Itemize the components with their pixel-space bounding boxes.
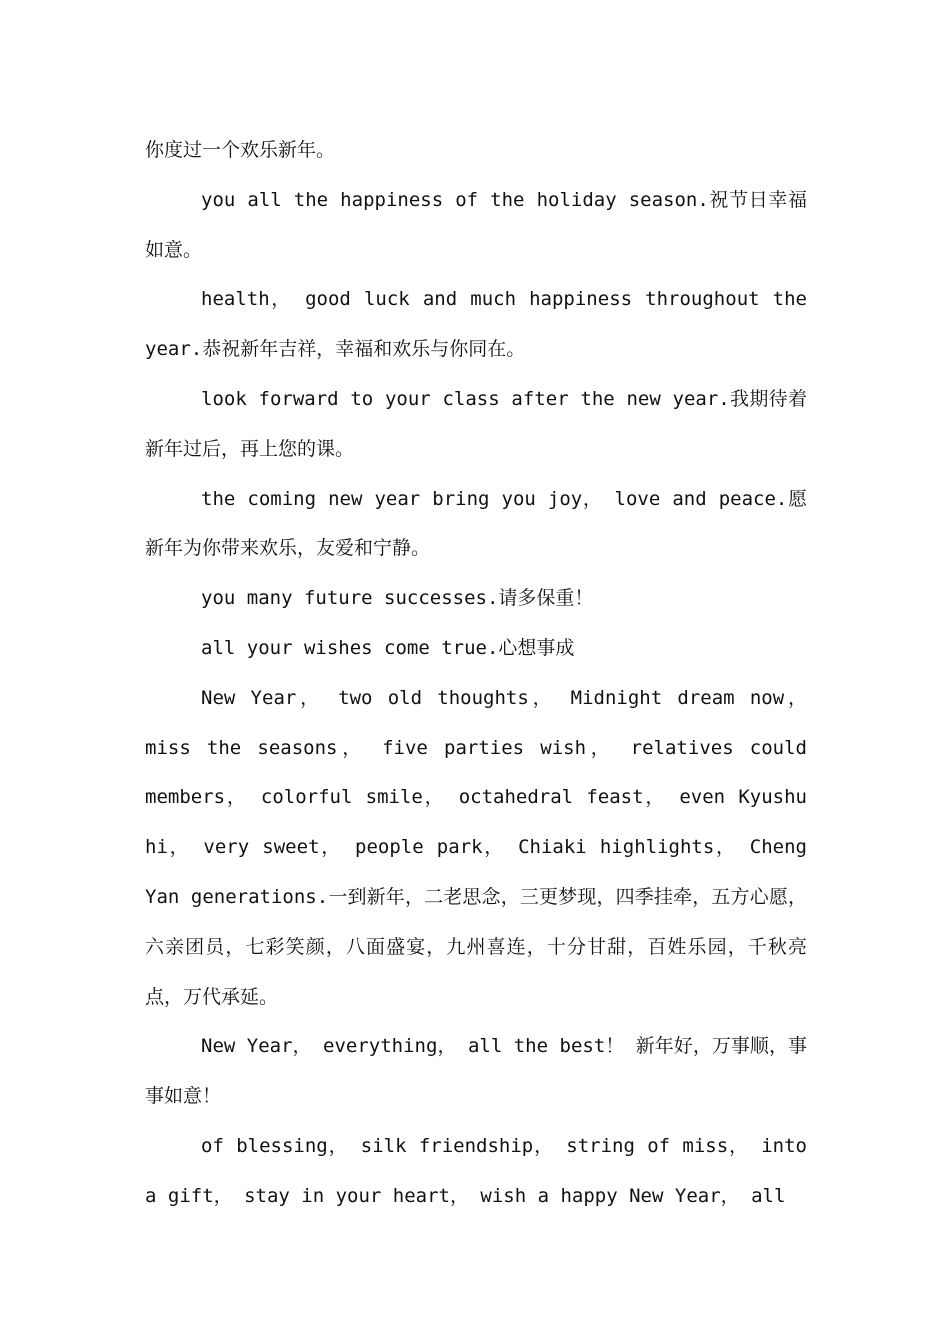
paragraph: of blessing， silk friendship， string of miss， into a gift， stay in your heart， wish a happy New Year， all xyxy=(145,1134,807,1207)
paragraph: all your wishes come true.心想事成 xyxy=(201,636,575,659)
paragraph: the coming new year bring you joy， love and peace.愿新年为你带来欢乐，友爱和宁静。 xyxy=(145,487,807,560)
document-body xyxy=(145,126,807,1222)
paragraph: 你度过一个欢乐新年。 xyxy=(145,139,336,161)
paragraph: health， good luck and much happiness throughout the year.恭祝新年吉祥，幸福和欢乐与你同在。 xyxy=(145,288,807,361)
paragraph: New Year， two old thoughts， Midnight dream now， miss the seasons， five parties wish， relatives could members， colorful smile， octahedral feast， even Kyushu hi， very sweet， people park， Chiaki highlights， Cheng Yan generations.一到新年，二老思念，三更梦现，四季挂牵，五方心愿，六亲团员，七彩笑颜，八面盛宴，九州喜连，十分甘甜，百姓乐园，千秋亮点，万代承延。 xyxy=(145,686,807,1008)
paragraph: New Year， everything， all the best！ 新年好，万事顺，事事如意！ xyxy=(145,1035,807,1108)
paragraph: you all the happiness of the holiday season.祝节日幸福如意。 xyxy=(145,188,807,261)
paragraph: look forward to your class after the new year.我期待着新年过后，再上您的课。 xyxy=(145,387,807,460)
paragraph: you many future successes.请多保重！ xyxy=(201,587,594,610)
